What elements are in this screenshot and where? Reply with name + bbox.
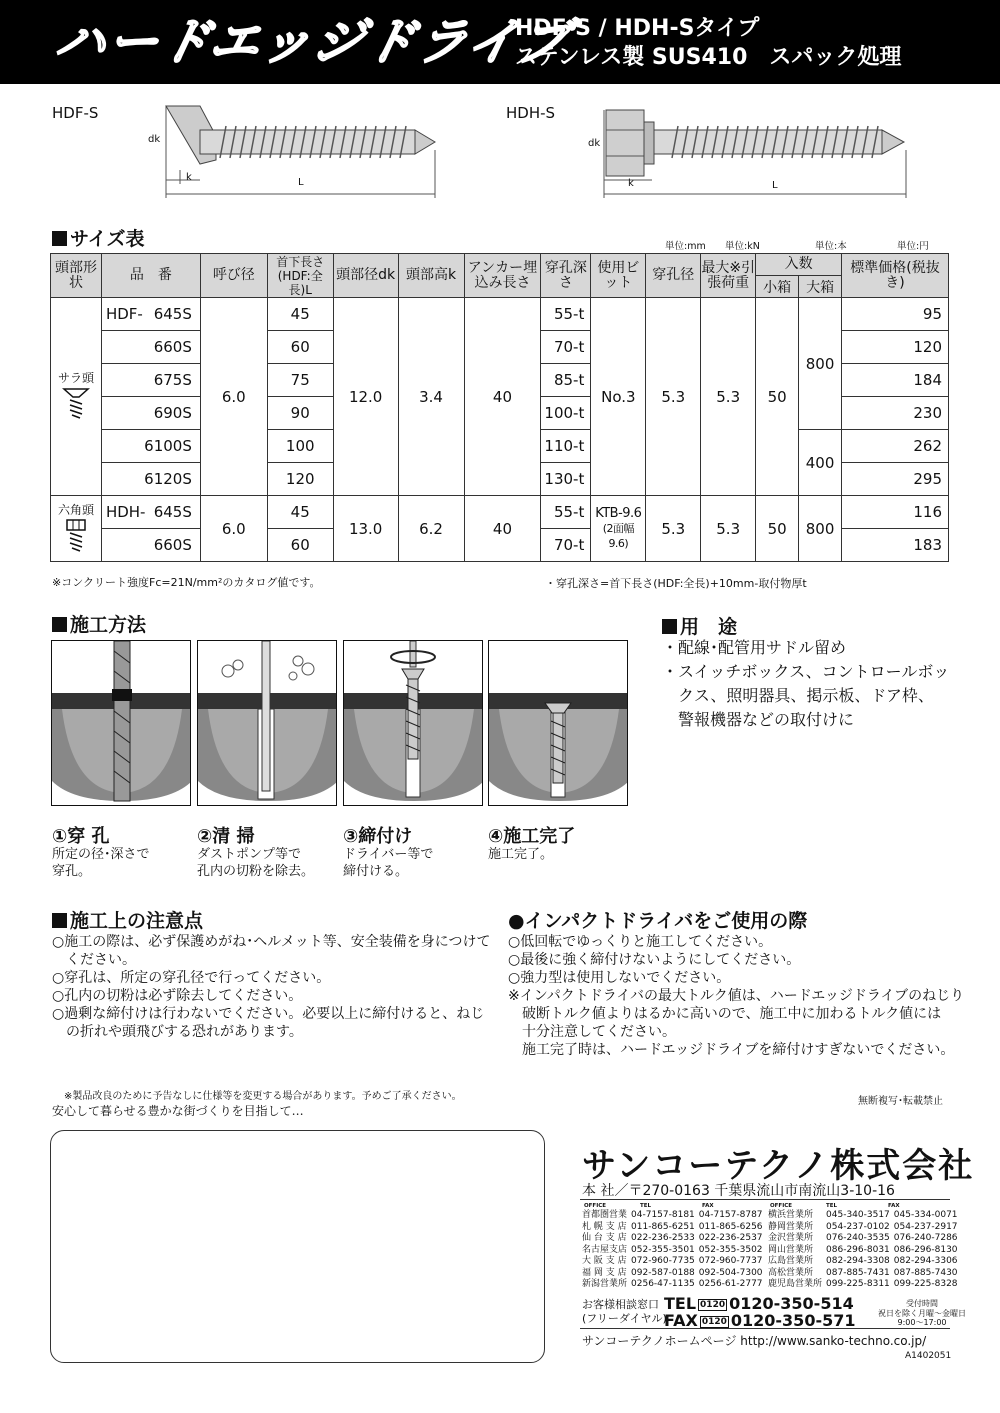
divider — [580, 1199, 950, 1200]
th-length: 首下長さ(HDF:全長)L — [267, 254, 333, 298]
hdh-dim-L: L — [772, 180, 778, 191]
freedial-icon: 0120 — [700, 1300, 726, 1310]
th-head-height: 頭部高k — [398, 254, 464, 298]
size-table-title: サイズ表 — [52, 224, 144, 251]
max-load-cell: 5.3 — [701, 298, 756, 496]
qty-large-cell: 400 — [799, 430, 842, 496]
hdf-dim-k: k — [186, 172, 192, 183]
fax-line: FAX 0120 0120-350-571 — [664, 1311, 856, 1330]
office-head: FAX — [888, 1203, 900, 1209]
nominal-cell: 6.0 — [200, 496, 267, 562]
divider — [580, 1328, 950, 1329]
th-hole-dia: 穿孔径 — [646, 254, 701, 298]
no-copy-note: 無断複写･転載禁止 — [858, 1096, 943, 1107]
unit-pcs: 単位:本 — [815, 241, 847, 252]
length-cell: 60 — [267, 529, 333, 562]
hdf-dim-dk: dk — [148, 134, 161, 145]
office-row: 札 幌 支 店 011-865-6251 011-865-6256 — [582, 1221, 763, 1232]
length-cell: 45 — [267, 298, 333, 331]
head-dia-cell: 12.0 — [333, 298, 398, 496]
office-row: 福 岡 支 店 092-587-0188 092-504-7300 — [582, 1267, 763, 1278]
hdh-dim-dk: dk — [588, 138, 601, 149]
th-max-load: 最大※引張荷重 — [701, 254, 756, 298]
step1-desc: 所定の径･深さで 穿孔。 — [52, 847, 150, 879]
depth-cell: 55-t — [541, 496, 591, 529]
length-cell: 100 — [267, 430, 333, 463]
th-anchor: アンカー埋込み長さ — [464, 254, 541, 298]
head-height-cell: 3.4 — [398, 298, 464, 496]
impact-list: ○低回転でゆっくりと施工してください。 ○最後に強く締付けないようにしてください。 ○強力型は使用しないでください。 ※インパクトドライバの最大トルク値は、ハードエッジドライブのねじり 破断トルク値よりはるかに高いので、施工中に加わるトルク値には 十分注意してください。 施工完了時は、ハードエッジドライブを締付けすぎないでください。 — [508, 934, 965, 1058]
logo-text-accent: ドライブ — [358, 13, 577, 71]
table-row — [51, 496, 949, 529]
step-tightening-figure — [343, 640, 483, 806]
depth-cell: 100-t — [541, 397, 591, 430]
spec-change-note: ※製品改良のために予告なしに仕様等を変更する場合があります。予めご了承ください。 — [64, 1091, 462, 1102]
th-qty: 入数 — [756, 254, 842, 276]
table-note-concrete: ※コンクリート強度Fc=21N/mm²のカタログ値です。 — [52, 576, 321, 589]
depth-cell: 110-t — [541, 430, 591, 463]
th-price: 標準価格(税抜き) — [842, 254, 949, 298]
part-no-cell: 690S — [101, 397, 200, 430]
method-title: 施工方法 — [52, 610, 146, 637]
office-head: OFFICE — [584, 1203, 607, 1209]
office-row: 名古屋支店 052-355-3501 052-355-3502 — [582, 1244, 763, 1255]
th-bit: 使用ビット — [591, 254, 646, 298]
cautions-title: 施工上の注意点 — [52, 906, 203, 933]
anchor-cell: 40 — [464, 298, 541, 496]
depth-cell: 55-t — [541, 298, 591, 331]
max-load-cell: 5.3 — [701, 496, 756, 562]
shape-cell-countersunk: サラ頭 — [51, 298, 102, 496]
diagram-label-hdf: HDF-S — [52, 104, 99, 122]
bit-cell: KTB-9.6 (2面幅 9.6) — [591, 496, 646, 562]
product-logo — [50, 14, 576, 70]
depth-cell: 70-t — [541, 529, 591, 562]
hdh-screw-diagram — [598, 100, 910, 200]
th-qty-small: 小箱 — [756, 276, 799, 298]
office-list-left — [580, 1210, 765, 1291]
countersunk-screw-icon — [61, 386, 91, 420]
price-cell: 184 — [842, 364, 949, 397]
catalog-code: A1402051 — [905, 1351, 952, 1361]
office-row: 静岡営業所 054-237-0102 054-237-2917 — [768, 1221, 958, 1232]
office-row: 横浜営業所 045-340-3517 045-334-0071 — [768, 1210, 958, 1220]
part-no-cell: 660S — [101, 331, 200, 364]
step-cleaning-figure — [197, 640, 337, 806]
usage-list: ・配線･配管用サドル留め ・スイッチボックス、コントロールボッ クス、照明器具、掲示板、ドア枠、 警報機器などの取付けに — [662, 638, 950, 729]
slogan: 安心して暮らせる豊かな街づくりを目指して… — [52, 1104, 304, 1118]
tel-line[interactable]: TEL 0120 0120-350-514 — [664, 1294, 854, 1313]
step-drilling-figure — [51, 640, 191, 806]
size-table — [50, 253, 949, 562]
diagram-label-hdh: HDH-S — [506, 104, 556, 122]
unit-mm: 単位:mm — [665, 241, 706, 252]
office-row: 新潟営業所 0256-47-1135 0256-61-2777 — [582, 1279, 763, 1289]
price-cell: 120 — [842, 331, 949, 364]
office-head: TEL — [826, 1203, 838, 1209]
price-cell: 262 — [842, 430, 949, 463]
nominal-cell: 6.0 — [200, 298, 267, 496]
unit-kn: 単位:kN — [725, 241, 760, 252]
step3-desc: ドライバー等で 締付ける。 — [343, 847, 434, 879]
office-head: FAX — [702, 1203, 714, 1209]
qty-large-cell: 800 — [799, 496, 842, 562]
th-part-no: 品 番 — [101, 254, 200, 298]
hole-dia-cell: 5.3 — [646, 496, 701, 562]
table-row — [51, 298, 949, 331]
hdh-dim-k: k — [628, 178, 634, 189]
price-cell: 116 — [842, 496, 949, 529]
office-row: 大 阪 支 店 072-960-7735 072-960-7737 — [582, 1256, 763, 1266]
anchor-cell: 40 — [464, 496, 541, 562]
header-subtitle-material: ステンレス製 SUS410 スパック処理 — [515, 45, 902, 70]
length-cell: 60 — [267, 331, 333, 364]
length-cell: 90 — [267, 397, 333, 430]
qty-small-cell: 50 — [756, 496, 799, 562]
reception-hours: 受付時間 祝日を除く月曜～金曜日 9:00～17:00 — [878, 1299, 966, 1327]
step1-title: ①穿 孔 — [52, 826, 110, 847]
step-complete-figure — [488, 640, 628, 806]
customer-contact-label: お客様相談窓口 (フリーダイヤル) — [582, 1298, 667, 1325]
part-no-cell: 675S — [101, 364, 200, 397]
hdf-screw-diagram — [140, 100, 450, 200]
part-no-cell: HDF- 645S — [101, 298, 200, 331]
office-row: 高松営業所 087-885-7431 087-885-7430 — [768, 1267, 958, 1278]
office-row: 仙 台 支 店 022-236-2533 022-236-2537 — [582, 1233, 763, 1243]
th-head-shape: 頭部形状 — [51, 254, 102, 298]
th-head-dia: 頭部径dk — [333, 254, 398, 298]
usage-title: 用 途 — [662, 612, 737, 639]
bit-cell: No.3 — [591, 298, 646, 496]
part-no-cell: 6100S — [101, 430, 200, 463]
hex-screw-icon — [61, 518, 91, 552]
unit-yen: 単位:円 — [897, 241, 929, 252]
price-cell: 95 — [842, 298, 949, 331]
office-head: OFFICE — [770, 1203, 793, 1209]
length-cell: 75 — [267, 364, 333, 397]
header-banner — [0, 0, 1000, 84]
hdf-dim-L: L — [298, 177, 304, 188]
impact-title: ●インパクトドライバをご使用の際 — [508, 910, 808, 932]
table-note-depth: ・穿孔深さ=首下長さ(HDF:全長)+10mm-取付物厚t — [545, 577, 807, 590]
header-subtitle-type: HDF-S / HDH-Sタイプ — [515, 16, 760, 41]
dealer-stamp-box — [50, 1130, 545, 1363]
qty-small-cell: 50 — [756, 298, 799, 496]
logo-text-main: ハードエッジ — [49, 13, 372, 71]
shape-cell-hex: 六角頭 — [51, 496, 102, 562]
office-head: TEL — [640, 1203, 652, 1209]
freedial-icon: 0120 — [701, 1317, 727, 1327]
step4-desc: 施工完了。 — [488, 847, 554, 862]
th-qty-large: 大箱 — [799, 276, 842, 298]
head-office-address: 本 社／〒270-0163 千葉県流山市南流山3-10-16 — [582, 1183, 895, 1199]
head-height-cell: 6.2 — [398, 496, 464, 562]
office-row: 岡山営業所 086-296-8031 086-296-8130 — [768, 1244, 958, 1255]
depth-cell: 130-t — [541, 463, 591, 496]
depth-cell: 85-t — [541, 364, 591, 397]
th-hole-depth: 穿孔深さ — [541, 254, 591, 298]
step3-title: ③締付け — [343, 826, 413, 847]
office-row: 鹿児島営業所 099-225-8311 099-225-8328 — [768, 1279, 958, 1289]
th-nominal: 呼び径 — [200, 254, 267, 298]
price-cell: 295 — [842, 463, 949, 496]
head-dia-cell: 13.0 — [333, 496, 398, 562]
step4-title: ④施工完了 — [488, 826, 576, 847]
price-cell: 183 — [842, 529, 949, 562]
cautions-list: ○施工の際は、必ず保護めがね･ヘルメット等、安全装備を身につけて ください。 ○穿孔は、所定の穿孔径で行ってください。 ○孔内の切粉は必ず除去してください。 ○過剰な締付けは行わないでください。必要以上に締付けると、ねじ の折れや頭飛びする恐れがあります。 — [52, 934, 491, 1040]
length-cell: 45 — [267, 496, 333, 529]
office-row: 広島営業所 082-294-3308 082-294-3306 — [768, 1256, 958, 1266]
part-no-cell: 660S — [101, 529, 200, 562]
website-link[interactable]: サンコーテクノホームページ http://www.sanko-techno.co.jp/ — [582, 1334, 927, 1348]
hole-dia-cell: 5.3 — [646, 298, 701, 496]
company-name: サンコーテクノ株式会社 — [582, 1146, 975, 1186]
part-no-cell: 6120S — [101, 463, 200, 496]
depth-cell: 70-t — [541, 331, 591, 364]
office-list-right — [766, 1210, 960, 1291]
qty-large-cell: 800 — [799, 298, 842, 430]
price-cell: 230 — [842, 397, 949, 430]
step2-desc: ダストポンプ等で 孔内の切粉を除去。 — [197, 847, 315, 879]
office-row: 首都圏営業 04-7157-8181 04-7157-8787 — [582, 1210, 763, 1220]
length-cell: 120 — [267, 463, 333, 496]
step2-title: ②清 掃 — [197, 826, 255, 847]
freedial-numbers — [664, 1295, 855, 1329]
part-no-cell: HDH- 645S — [101, 496, 200, 529]
office-row: 金沢営業所 076-240-3535 076-240-7286 — [768, 1233, 958, 1243]
